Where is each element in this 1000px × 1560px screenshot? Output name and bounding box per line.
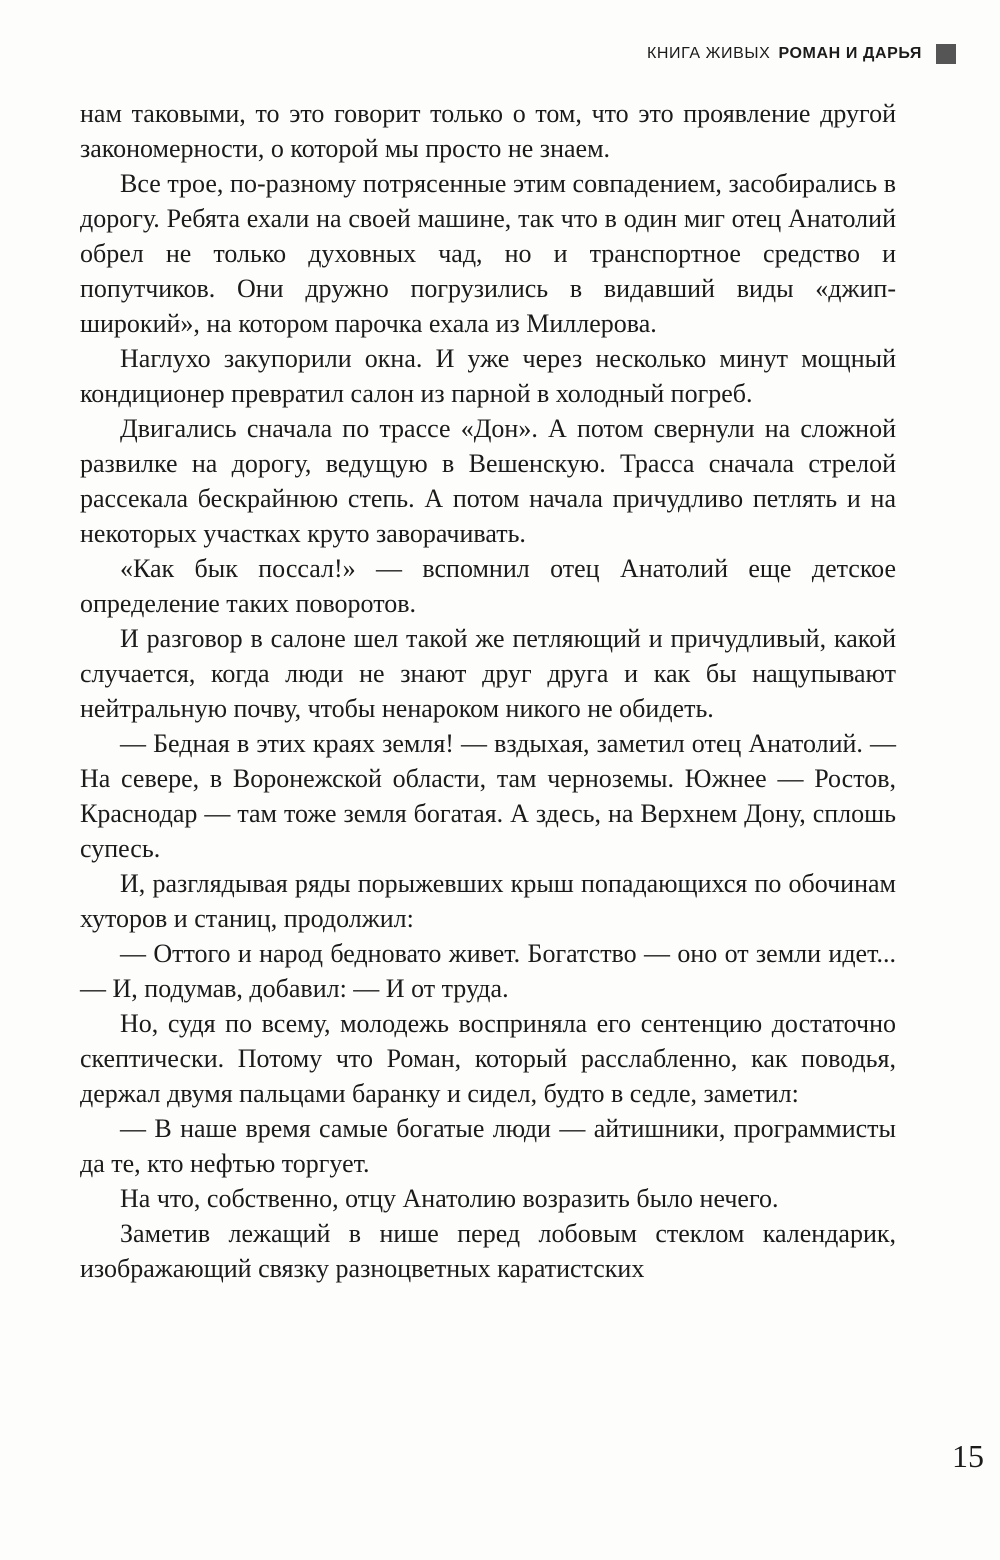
header-marker — [936, 44, 956, 64]
paragraph: Но, судя по всему, молодежь восприняла его сентенцию достаточно скептически. Потому что Роман, который расслабленно, как поводья, держал двумя пальцами баранку и сидел, будто в седле, заметил: — [80, 1009, 896, 1108]
paragraph: Двигались сначала по трассе «Дон». А потом свернули на сложной развилке на дорогу, ведущую в Вешенскую. Трасса сначала стрелой рассекала бескрайнюю степь. А потом начала причудливо петлять и на некоторых участках круто заворачивать. — [80, 414, 896, 548]
paragraph: Заметив лежащий в нише перед лобовым стеклом календарик, изображающий связку разноцветных каратистских — [80, 1219, 896, 1283]
paragraph: Все трое, по-разному потрясенные этим совпадением, засобирались в дорогу. Ребята ехали на своей машине, так что в один миг отец Анатолий обрел не только духовных чад, но и транспортное средство и попутчиков. Они дружно погрузились в видавший виды «джип-широкий», на котором парочка ехала из Миллерова. — [80, 169, 896, 338]
paragraph: — Оттого и народ бедновато живет. Богатство — оно от земли идет... — И, подумав, добавил: — И от труда. — [80, 939, 896, 1003]
chapter-title: РОМАН И ДАРЬЯ — [778, 45, 922, 62]
paragraph: нам таковыми, то это говорит только о том, что это проявление другой закономерности, о которой мы просто не знаем. — [80, 99, 896, 163]
paragraph: И, разглядывая ряды порыжевших крыш попадающихся по обочинам хуторов и станиц, продолжил: — [80, 869, 896, 933]
paragraph: «Как бык поссал!» — вспомнил отец Анатолий еще детское определение таких поворотов. — [80, 554, 896, 618]
paragraph: На что, собственно, отцу Анатолию возразить было нечего. — [120, 1184, 779, 1213]
paragraph: И разговор в салоне шел такой же петляющий и причудливый, какой случается, когда люди не знают друг друга и как бы нащупывают нейтральную почву, чтобы ненароком никого не обидеть. — [80, 624, 896, 723]
paragraph: Наглухо закупорили окна. И уже через несколько минут мощный кондиционер превратил салон из парной в холодный погреб. — [80, 344, 896, 408]
book-title: КНИГА ЖИВЫХ — [646, 45, 771, 62]
running-head — [647, 44, 956, 64]
page-number: 15 — [952, 1438, 984, 1474]
paragraph: — В наше время самые богатые люди — айтишники, программисты да те, кто нефтью торгует. — [80, 1114, 896, 1178]
paragraph: — Бедная в этих краях земля! — вздыхая, заметил отец Анатолий. — На севере, в Воронежской области, там черноземы. Южнее — Ростов, Краснодар — там тоже земля богатая. А здесь, на Верхнем Дону, сплошь супесь. — [80, 729, 896, 863]
body-text — [80, 96, 896, 1286]
